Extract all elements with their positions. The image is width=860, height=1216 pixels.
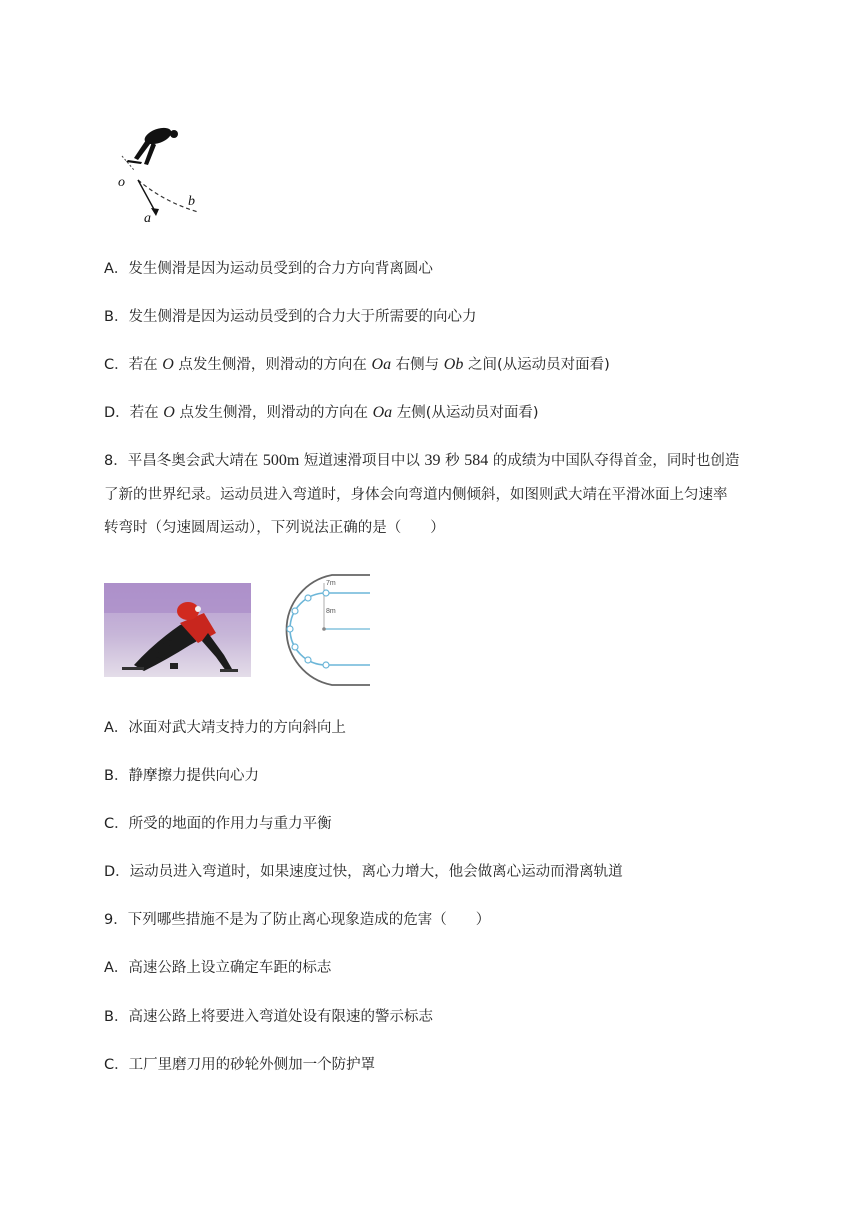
label-o: o xyxy=(118,175,125,190)
q8-stem-line1 xyxy=(104,451,739,471)
skater-photo xyxy=(104,583,251,677)
q7-option-a: A．发生侧滑是因为运动员受到的合力方向背离圆心 xyxy=(104,261,433,277)
q7d-mid1: 点发生侧滑，则滑动的方向在 xyxy=(174,405,373,421)
q8-l1c: 秒 xyxy=(440,453,465,469)
q8-option-a: A．冰面对武大靖支持力的方向斜向上 xyxy=(104,720,346,736)
q8-l1d: 的成绩为中国队夺得首金，同时也创造 xyxy=(488,453,740,469)
q8-39: 39 xyxy=(424,452,441,469)
q7d-pre: D．若在 xyxy=(104,405,164,421)
label-b: b xyxy=(188,194,195,209)
q7d-o: O xyxy=(163,404,175,421)
q8-stem-line2: 了新的世界纪录。运动员进入弯道时，身体会向弯道内侧倾斜，如图则武大靖在平滑冰面上匀速率 xyxy=(104,487,728,503)
vector-oa-arrowhead xyxy=(151,208,159,216)
q9-stem: 9．下列哪些措施不是为了防止离心现象造成的危害（ ） xyxy=(104,912,491,928)
q7c-o: O xyxy=(162,356,174,373)
label-a: a xyxy=(144,211,151,226)
q8-option-c: C．所受的地面的作用力与重力平衡 xyxy=(104,816,332,832)
q8-option-b: B．静摩擦力提供向心力 xyxy=(104,768,259,784)
q7-option-c xyxy=(104,355,610,375)
q7c-pre: C．若在 xyxy=(104,357,163,373)
q7c-ob: Ob xyxy=(443,356,464,373)
q7-option-d xyxy=(104,403,539,423)
q7d-oa: Oa xyxy=(372,404,393,421)
q9-option-b: B．高速公路上将要进入弯道处设有限速的警示标志 xyxy=(104,1009,433,1025)
q8-l1b: 短道速滑项目中以 xyxy=(299,453,425,469)
track-label-8m: 8m xyxy=(326,608,336,615)
q8-500m: 500m xyxy=(262,452,300,469)
q8-option-d: D．运动员进入弯道时，如果速度过快，离心力增大，他会做离心运动而滑离轨道 xyxy=(104,864,623,880)
q7d-post: 左侧(从运动员对面看) xyxy=(392,405,539,421)
q9-option-a: A．高速公路上设立确定车距的标志 xyxy=(104,960,332,976)
q7c-mid2: 右侧与 xyxy=(391,357,444,373)
q8-584: 584 xyxy=(464,452,489,469)
track-label-7m: 7m xyxy=(326,580,336,587)
short-track-diagram xyxy=(262,571,374,689)
q8-l1a: 8．平昌冬奥会武大靖在 xyxy=(104,453,263,469)
q7c-mid1: 点发生侧滑，则滑动的方向在 xyxy=(173,357,372,373)
q7c-post: 之间(从运动员对面看) xyxy=(463,357,610,373)
q8-stem-line3: 转弯时（匀速圆周运动），下列说法正确的是（ ） xyxy=(104,520,445,536)
skater-sideslip-diagram xyxy=(104,120,214,230)
vector-oa xyxy=(138,180,156,213)
track-center-point xyxy=(322,627,326,631)
q7c-oa: Oa xyxy=(371,356,392,373)
skater-silhouette xyxy=(126,125,178,165)
q7-option-b: B．发生侧滑是因为运动员受到的合力大于所需要的向心力 xyxy=(104,309,477,325)
tangent-dots xyxy=(122,156,134,170)
q9-option-c: C．工厂里磨刀用的砂轮外侧加一个防护罩 xyxy=(104,1057,376,1073)
